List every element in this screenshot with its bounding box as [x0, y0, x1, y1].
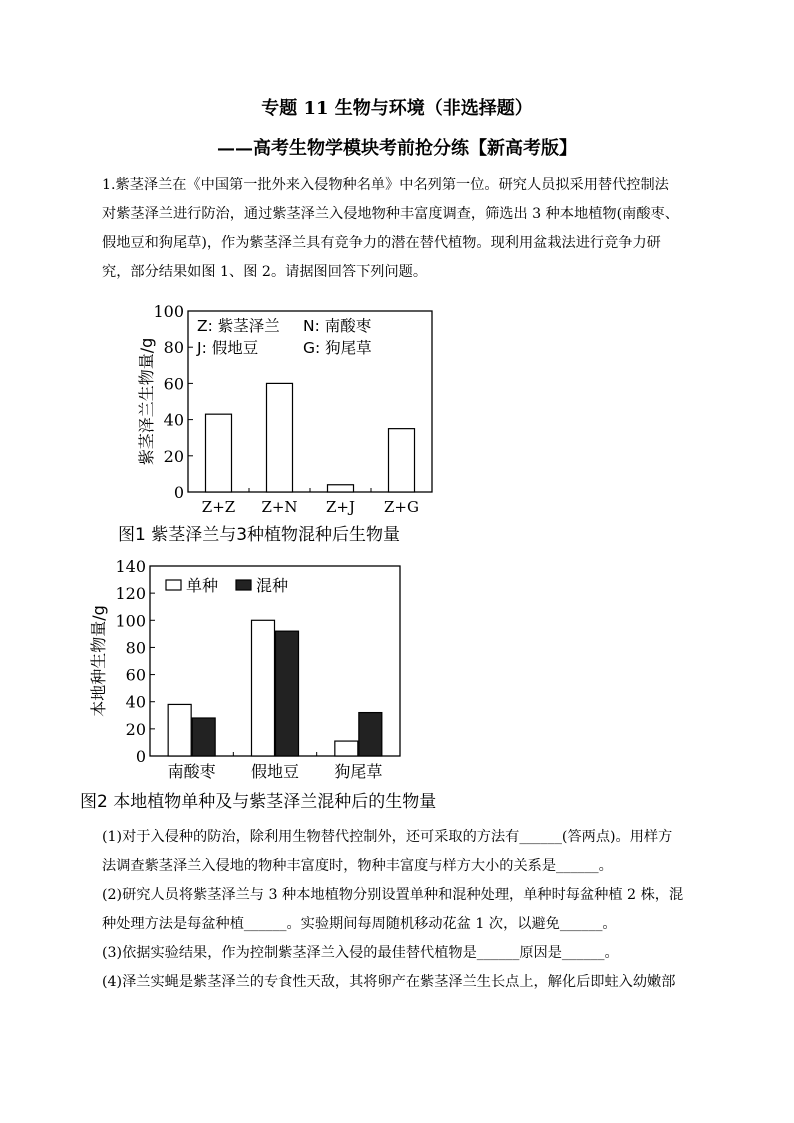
y-tick-label: 100 — [115, 611, 146, 631]
x-tick-label: 南酸枣 — [167, 762, 216, 781]
sub-questions — [102, 823, 712, 997]
chart-title: 图1 紫茎泽兰与3种植物混种后生物量 — [118, 525, 401, 545]
y-tick-label: 0 — [173, 483, 184, 502]
legend-entry: N: 南酸枣 — [303, 317, 372, 335]
y-tick-label: 140 — [115, 557, 146, 576]
bar — [168, 704, 191, 756]
legend-entry: G: 狗尾草 — [303, 339, 372, 357]
x-tick-label: Z+J — [325, 498, 356, 516]
y-tick-label: 20 — [125, 719, 146, 739]
y-tick-label: 120 — [115, 584, 146, 604]
intro-line: 假地豆和狗尾草)，作为紫茎泽兰具有竞争力的潜在替代植物。现利用盆栽法进行竞争力研 — [102, 235, 661, 251]
x-tick-label: 狗尾草 — [334, 762, 383, 781]
bar — [192, 718, 215, 756]
bar — [389, 429, 415, 492]
bar — [335, 741, 358, 756]
y-tick-label: 80 — [125, 638, 146, 658]
legend-entry: 单种 — [186, 576, 219, 595]
y-tick-label: 40 — [125, 692, 146, 712]
y-tick-label: 80 — [163, 338, 184, 358]
sub-question-line: (1)对于入侵种的防治，除利用生物替代控制外，还可采取的方法有______(答两点)。用样方 — [102, 829, 673, 845]
bar — [359, 713, 382, 756]
legend-entry: 混种 — [256, 576, 289, 595]
intro-line: 究，部分结果如图 1、图 2。请据图回答下列问题。 — [102, 264, 428, 280]
y-tick-label: 40 — [163, 410, 184, 430]
y-axis-label: 本地种生物量/g — [89, 605, 108, 717]
sub-question-line: (3)依据实验结果，作为控制紫茎泽兰入侵的最佳替代植物是______原因是______。 — [102, 945, 619, 961]
figure-1-chart — [100, 296, 480, 548]
bar — [276, 631, 299, 756]
page-title: 专题 11 生物与环境（非选择题） — [261, 98, 533, 119]
y-tick-label: 60 — [125, 665, 146, 685]
question-intro — [102, 171, 712, 287]
y-tick-label: 0 — [135, 747, 146, 766]
sub-question-line: 种处理方法是每盆种植______。实验期间每周随机移动花盆 1 次，以避免______。 — [102, 916, 617, 932]
legend-entry: J: 假地豆 — [197, 339, 259, 357]
intro-line: 1.紫茎泽兰在《中国第一批外来入侵物种名单》中名列第一位。研究人员拟采用替代控制法 — [102, 177, 669, 193]
x-tick-label: Z+G — [384, 498, 419, 516]
figure-2-chart — [70, 556, 530, 818]
x-tick-label: 假地豆 — [250, 762, 300, 781]
bar — [328, 485, 354, 492]
x-tick-label: Z+Z — [201, 498, 236, 516]
bar — [206, 414, 232, 492]
y-axis-label: 紫茎泽兰生物量/g — [137, 337, 156, 466]
y-tick-label: 100 — [153, 302, 184, 321]
page-subtitle: ——高考生物学模块考前抢分练【新高考版】 — [217, 138, 577, 159]
legend-swatch — [236, 580, 251, 590]
legend-entry: Z: 紫茎泽兰 — [197, 317, 280, 335]
sub-question-line: 法调查紫茎泽兰入侵地的物种丰富度时，物种丰富度与样方大小的关系是______。 — [102, 858, 613, 874]
x-tick-label: Z+N — [261, 498, 298, 516]
bar — [252, 620, 275, 756]
bar — [267, 383, 293, 492]
legend-swatch — [166, 580, 181, 590]
y-tick-label: 60 — [163, 374, 184, 394]
sub-question-line: (2)研究人员将紫茎泽兰与 3 种本地植物分别设置单种和混种处理，单种时每盆种植 2 株，混 — [102, 887, 684, 903]
intro-line: 对紫茎泽兰进行防治，通过紫茎泽兰入侵地物种丰富度调查，筛选出 3 种本地植物(南酸枣、 — [102, 206, 679, 222]
y-tick-label: 20 — [163, 446, 184, 466]
chart-title: 图2 本地植物单种及与紫茎泽兰混种后的生物量 — [80, 792, 437, 812]
sub-question-line: (4)泽兰实蝇是紫茎泽兰的专食性天敌，其将卵产在紫茎泽兰生长点上，解化后即蛀入幼嫩部 — [102, 974, 676, 990]
